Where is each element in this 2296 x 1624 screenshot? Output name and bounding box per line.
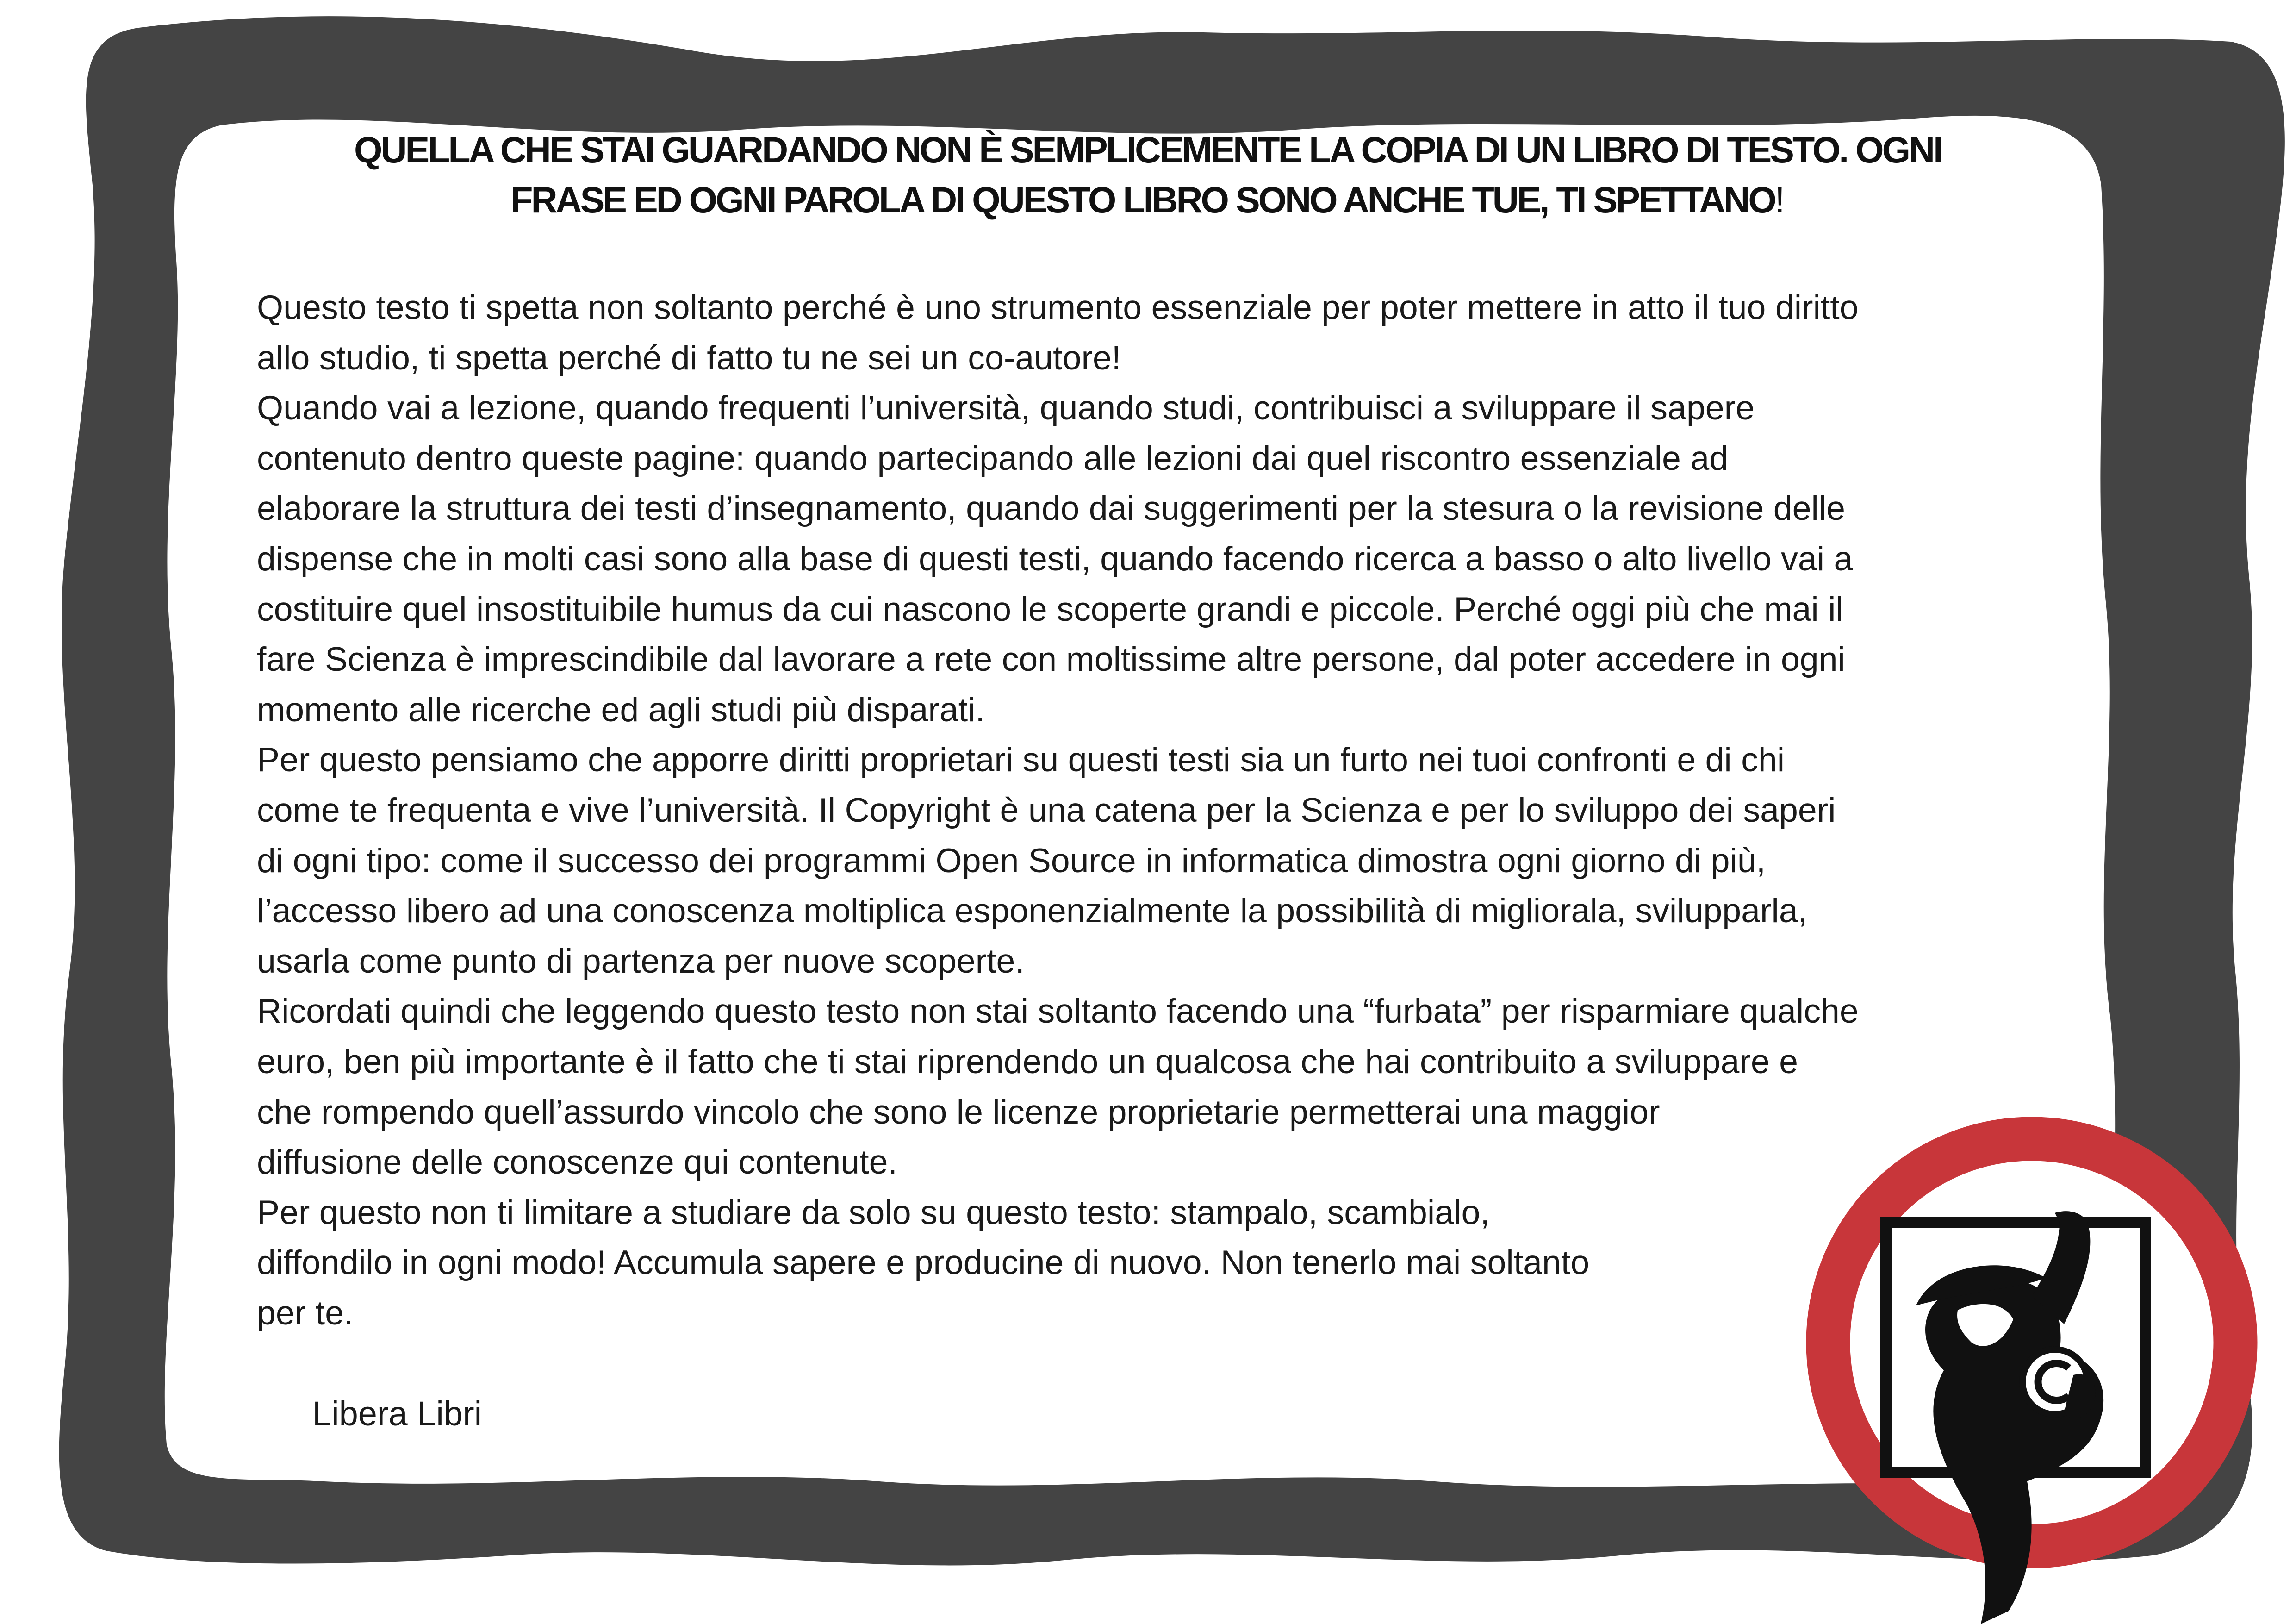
- body-line: usarla come punto di partenza per nuove scoperte.: [257, 941, 1025, 980]
- body-line: Quando vai a lezione, quando frequenti l’università, quando studi, contribuisci a sviluppare il sapere: [257, 388, 1755, 427]
- body-line: diffondilo in ogni modo! Accumula sapere e producine di nuovo. Non tenerlo mai soltanto: [257, 1243, 1590, 1282]
- body-line: diffusione delle conoscenze qui contenute.: [257, 1143, 897, 1181]
- body-line: contenuto dentro queste pagine: quando partecipando alle lezioni dai quel riscontro essenziale ad: [257, 438, 1729, 477]
- body-line: elaborare la struttura dei testi d’insegnamento, quando dai suggerimenti per la stesura o la revisione delle: [257, 489, 1846, 528]
- body-line: Per questo pensiamo che apporre diritti proprietari su questi testi sia un furto nei tuoi confronti e di chi: [257, 740, 1785, 779]
- heading-line-2-text: FRASE ED OGNI PAROLA DI QUESTO LIBRO SONO ANCHE TUE, TI SPETTANO: [510, 179, 1775, 220]
- body-line: per te.: [257, 1293, 354, 1332]
- manifesto-body: [257, 282, 2090, 1338]
- heading-line-2: [231, 175, 2064, 225]
- body-line: momento alle ricerche ed agli studi più disparati.: [257, 690, 985, 729]
- body-line: Questo testo ti spetta non soltanto perché è uno strumento essenziale per poter mettere in atto il tuo diritto: [257, 288, 1859, 326]
- body-line: di ogni tipo: come il successo dei programmi Open Source in informatica dimostra ogni giorno di più,: [257, 841, 1766, 880]
- body-line: Ricordati quindi che leggendo questo testo non stai soltanto facendo una “furbata” per risparmiare qualche: [257, 992, 1859, 1031]
- body-line: allo studio, ti spetta perché di fatto tu ne sei un co-autore!: [257, 338, 1121, 377]
- signature: Libera Libri: [312, 1394, 482, 1433]
- heading-exclamation: !: [1774, 179, 1785, 220]
- page-heading: [231, 125, 2064, 225]
- heading-line-1: QUELLA CHE STAI GUARDANDO NON È SEMPLICEMENTE LA COPIA DI UN LIBRO DI TESTO. OGNI: [354, 129, 1942, 170]
- body-line: costituire quel insostituibile humus da cui nascono le scoperte grandi e piccole. Perché oggi più che mai il: [257, 589, 1843, 628]
- body-line: euro, ben più importante è il fatto che ti stai riprendendo un qualcosa che hai contribuito a sviluppare e: [257, 1042, 1798, 1081]
- body-line: Per questo non ti limitare a studiare da solo su questo testo: stampalo, scambialo,: [257, 1193, 1490, 1231]
- body-line: l’accesso libero ad una conoscenza moltiplica esponenzialmente la possibilità di migliorala, svilupparla,: [257, 891, 1808, 930]
- body-line: come te frequenta e vive l’università. Il Copyright è una catena per la Scienza e per lo sviluppo dei saperi: [257, 790, 1836, 829]
- body-line: che rompendo quell’assurdo vincolo che sono le licenze proprietarie permetterai una maggior: [257, 1092, 1660, 1131]
- body-line: fare Scienza è imprescindibile dal lavorare a rete con moltissime altre persone, dal poter accedere in ogni: [257, 640, 1845, 679]
- body-line: dispense che in molti casi sono alla base di questi testi, quando facendo ricerca a basso o alto livello vai a: [257, 539, 1853, 578]
